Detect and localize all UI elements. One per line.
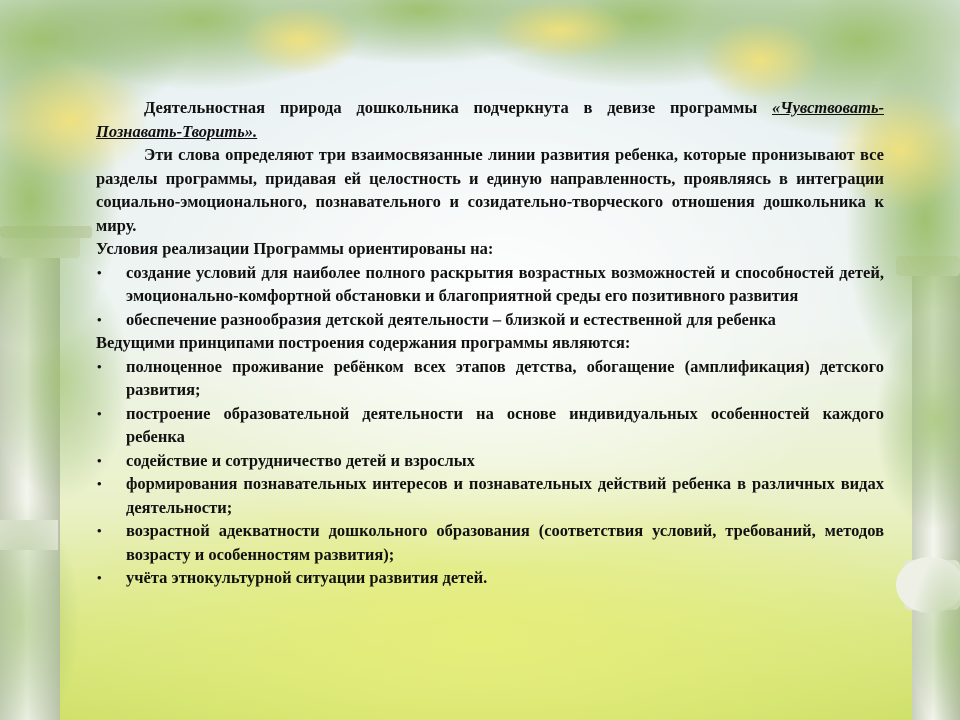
list-item-text: учёта этнокультурной ситуации развития детей. bbox=[126, 568, 488, 587]
bullet-icon: • bbox=[97, 264, 102, 280]
principles-list bbox=[96, 355, 884, 590]
list-item bbox=[96, 519, 884, 566]
principles-heading: Ведущими принципами построения содержания программы являются: bbox=[96, 333, 631, 352]
conditions-list bbox=[96, 261, 884, 332]
bullet-icon: • bbox=[97, 405, 102, 421]
intro-text: Деятельностная природа дошкольника подчеркнута в девизе программы bbox=[144, 98, 758, 117]
bullet-icon: • bbox=[97, 358, 102, 374]
list-item bbox=[96, 472, 884, 519]
bullet-icon: • bbox=[97, 452, 102, 468]
text-block bbox=[96, 96, 884, 590]
conditions-heading: Условия реализации Программы ориентированы на: bbox=[96, 239, 494, 258]
list-item-text: создание условий для наиболее полного раскрытия возрастных возможностей и способностей детей, эмоционально-комфортной обстановки и благоприятной среды его позитивного развития bbox=[126, 262, 884, 305]
list-item bbox=[96, 261, 884, 308]
list-item-text: формирования познавательных интересов и познавательных действий ребенка в различных видах деятельности; bbox=[126, 474, 884, 517]
list-item bbox=[96, 566, 884, 590]
list-item bbox=[96, 355, 884, 402]
list-item bbox=[96, 402, 884, 449]
list-item bbox=[96, 308, 884, 332]
bullet-icon: • bbox=[97, 523, 102, 538]
bullet-icon: • bbox=[97, 476, 102, 491]
list-item-text: построение образовательной деятельности на основе индивидуальных особенностей каждого ребенка bbox=[126, 403, 884, 446]
list-item-text: обеспечение разнообразия детской деятельности – близкой и естественной для ребенка bbox=[126, 309, 776, 329]
list-item bbox=[96, 449, 884, 473]
development-lines-paragraph: Эти слова определяют три взаимосвязанные линии развития ребенка, которые пронизывают все разделы программы, придавая ей целостность и единую направленность, проявляясь в интеграции социально-эмоционального, познавательного и созидательно-творческого отношения дошкольника к миру. bbox=[96, 145, 884, 235]
bullet-icon: • bbox=[97, 311, 102, 327]
bullet-icon: • bbox=[97, 570, 102, 585]
program-motto: «Чувствовать-Познавать-Творить». bbox=[96, 98, 885, 141]
intro-paragraph bbox=[96, 96, 884, 143]
list-item-text: возрастной адекватности дошкольного образования (соответствия условий, требований, методов возрасту и особенностям развития); bbox=[126, 521, 884, 564]
list-item-text: содействие и сотрудничество детей и взрослых bbox=[126, 450, 475, 470]
list-item-text: полноценное проживание ребёнком всех этапов детства, обогащение (амплификация) детского развития; bbox=[126, 356, 884, 399]
